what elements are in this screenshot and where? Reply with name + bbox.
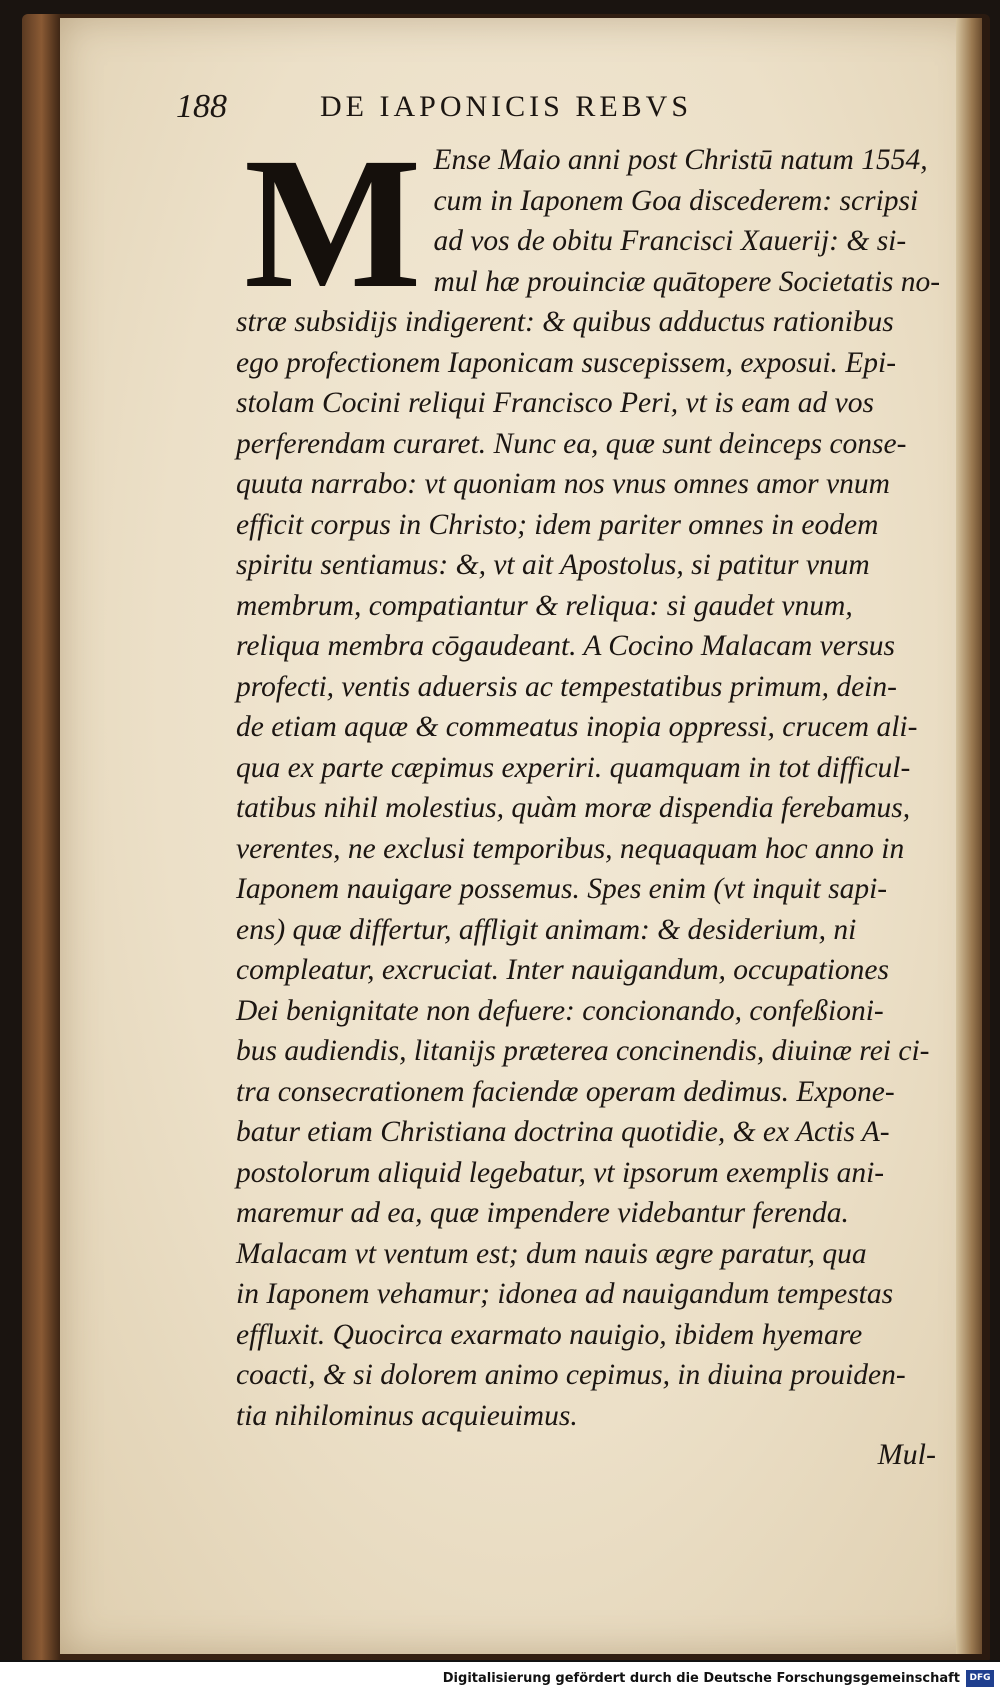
text-line: tia nihilominus acquieuimus. <box>236 1399 578 1432</box>
text-line: tatibus nihil molestius, quàm moræ dispendia ferebamus, <box>236 792 911 824</box>
text-line: efficit corpus in Christo; idem pariter omnes in eodem <box>236 508 879 541</box>
text-line: in Iaponem vehamur; idonea ad nauigandum tempestas <box>236 1278 894 1310</box>
drop-cap: M <box>244 118 422 327</box>
running-title: DE IAPONICIS REBVS <box>320 90 693 123</box>
text-line: cum in Iaponem Goa discederem: scripsi <box>433 184 919 217</box>
footer-bar <box>0 1660 1000 1692</box>
text-line: batur etiam Christiana doctrina quotidie, & ex Actis A- <box>236 1116 890 1148</box>
catchword: Mul- <box>877 1438 936 1471</box>
text-line: bus audiendis, litanijs præterea concinendis, diuinæ rei ci- <box>236 1035 930 1067</box>
text-line: stræ subsidijs indigerent: & quibus adductus rationibus <box>236 306 894 338</box>
body-text <box>236 118 964 1436</box>
text-line: verentes, ne exclusi temporibus, nequaquam hoc anno in <box>236 832 905 865</box>
text-line: ens) quæ differtur, affligit animam: & desiderium, ni <box>236 913 857 946</box>
text-line: Dei benignitate non defuere: concionando, confeßioni- <box>236 994 884 1027</box>
text-line: reliqua membra cōgaudeant. A Cocino Malacam versus <box>236 630 896 662</box>
text-line: maremur ad ea, quæ impendere videbantur ferenda. <box>236 1197 849 1229</box>
text-line: Iaponem nauigare possemus. Spes enim (vt inquit sapi- <box>236 873 888 905</box>
text-line: compleatur, excruciat. Inter nauigandum, occupationes <box>236 954 889 986</box>
text-line: effluxit. Quocirca exarmato nauigio, ibidem hyemare <box>236 1318 863 1351</box>
text-line: quuta narrabo: vt quoniam nos vnus omnes amor vnum <box>236 468 890 500</box>
text-line: stolam Cocini reliqui Francisco Peri, vt is eam ad vos <box>236 387 874 419</box>
text-line: profecti, ventis aduersis ac tempestatibus primum, dein- <box>236 670 897 703</box>
text-line: postolorum aliquid legebatur, vt ipsorum exemplis ani- <box>236 1156 885 1189</box>
dfg-logo: DFG <box>966 1670 994 1687</box>
text-line: perferendam curaret. Nunc ea, quæ sunt deinceps conse- <box>236 427 907 460</box>
text-line: de etiam aquæ & commeatus inopia oppressi, crucem ali- <box>236 711 918 743</box>
text-line: qua ex parte cæpimus experiri. quamquam in tot difficul- <box>236 751 911 784</box>
text-line: ad vos de obitu Francisci Xauerij: & si- <box>433 225 907 257</box>
footer-credit: Digitalisierung gefördert durch die Deutsche Forschungsgemeinschaft <box>442 1671 960 1686</box>
text-line: spiritu sentiamus: &, vt ait Apostolus, si patitur vnum <box>236 549 870 581</box>
text-line: Malacam vt ventum est; dum nauis ægre paratur, qua <box>236 1237 867 1270</box>
text-line: membrum, compatiantur & reliqua: si gaudet vnum, <box>236 589 853 622</box>
text-line: Ense Maio anni post Christū natum 1554, <box>433 144 928 176</box>
text-line: tra consecrationem faciendæ operam dedimus. Expone- <box>236 1075 895 1108</box>
text-line: coacti, & si dolorem animo cepimus, in diuina prouiden- <box>236 1359 906 1391</box>
text-line: ego profectionem Iaponicam suscepissem, exposui. Epi- <box>236 346 897 379</box>
text-line: mul hæ prouinciæ quātopere Societatis no- <box>433 265 941 298</box>
page-number: 188 <box>176 88 227 125</box>
